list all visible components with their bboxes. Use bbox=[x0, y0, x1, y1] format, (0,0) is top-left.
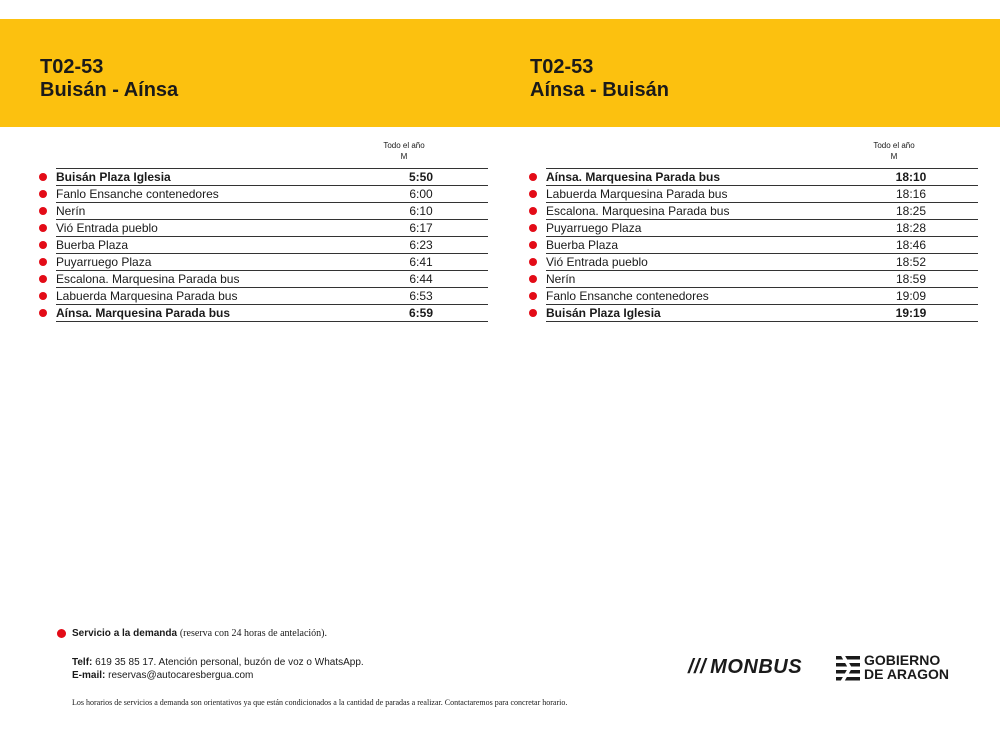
stop-name: Aínsa. Marquesina Parada bus bbox=[56, 306, 231, 320]
route-code: T02-53 bbox=[40, 56, 104, 78]
stop-row bbox=[56, 237, 488, 254]
stop-time: 5:50 bbox=[408, 170, 434, 184]
stop-row bbox=[546, 305, 978, 322]
disclaimer: Los horarios de servicios a demanda son orientativos ya que están condicionados a la cantidad de paradas a realizar. Contactaremos para concretar horario. bbox=[72, 698, 568, 707]
stop-name: Puyarruego Plaza bbox=[546, 221, 642, 235]
service-label: Servicio a la demanda bbox=[72, 628, 178, 639]
stop-name: Puyarruego Plaza bbox=[56, 255, 152, 269]
stop-list bbox=[546, 168, 978, 322]
stop-time: 18:10 bbox=[895, 170, 927, 184]
stop-name: Fanlo Ensanche contenedores bbox=[56, 187, 219, 201]
stop-time: 19:19 bbox=[895, 306, 927, 320]
stop-dot-icon bbox=[39, 258, 47, 266]
stop-time: 6:53 bbox=[409, 289, 433, 303]
stop-dot-icon bbox=[529, 292, 537, 300]
gobierno-line2: DE ARAGON bbox=[864, 666, 950, 682]
aragon-stripes-icon bbox=[836, 654, 862, 682]
stop-time: 6:23 bbox=[409, 238, 433, 252]
stop-dot-icon bbox=[529, 258, 537, 266]
stop-time: 6:00 bbox=[409, 187, 433, 201]
stop-row bbox=[56, 220, 488, 237]
contact-info bbox=[72, 656, 364, 682]
stop-dot-icon bbox=[529, 275, 537, 283]
stop-name: Fanlo Ensanche contenedores bbox=[546, 289, 709, 303]
stop-dot-icon bbox=[529, 207, 537, 215]
stop-dot-icon bbox=[39, 309, 47, 317]
stop-row bbox=[546, 168, 978, 186]
stop-time: 18:46 bbox=[895, 238, 927, 252]
service-note: (reserva con 24 horas de antelación). bbox=[179, 628, 327, 639]
stop-time: 18:28 bbox=[895, 221, 927, 235]
stop-dot-icon bbox=[39, 292, 47, 300]
email-label: E-mail: bbox=[72, 670, 106, 681]
route-name: Aínsa - Buisán bbox=[530, 79, 669, 101]
monbus-bars-icon: /// bbox=[688, 656, 707, 678]
stop-row bbox=[56, 254, 488, 271]
stop-row bbox=[546, 271, 978, 288]
stop-name: Buisán Plaza Iglesia bbox=[546, 306, 661, 320]
route-name: Buisán - Aínsa bbox=[40, 79, 179, 101]
stop-row bbox=[56, 288, 488, 305]
stop-time: 18:59 bbox=[895, 272, 927, 286]
stop-dot-icon bbox=[39, 224, 47, 232]
stop-name: Nerín bbox=[56, 204, 86, 218]
stop-dot-icon bbox=[39, 275, 47, 283]
phone-label: Telf: bbox=[72, 657, 93, 668]
stop-row bbox=[56, 305, 488, 322]
stop-dot-icon bbox=[529, 224, 537, 232]
stop-name: Buerba Plaza bbox=[546, 238, 619, 252]
email-text: reservas@autocaresbergua.com bbox=[108, 670, 254, 681]
stop-time: 19:09 bbox=[895, 289, 927, 303]
stop-row bbox=[56, 186, 488, 203]
route-heading-return bbox=[530, 56, 669, 102]
gobierno-aragon-logo bbox=[836, 653, 966, 685]
stop-name: Buerba Plaza bbox=[56, 238, 129, 252]
stop-dot-icon bbox=[39, 241, 47, 249]
stop-dot-icon bbox=[529, 190, 537, 198]
stop-name: Aínsa. Marquesina Parada bus bbox=[546, 170, 721, 184]
stop-row bbox=[546, 220, 978, 237]
stop-name: Vió Entrada pueblo bbox=[56, 221, 158, 235]
stop-time: 18:52 bbox=[895, 255, 927, 269]
phone-text: 619 35 85 17. Atención personal, buzón de voz o WhatsApp. bbox=[95, 657, 364, 668]
column-header bbox=[369, 140, 439, 162]
stop-time: 18:25 bbox=[895, 204, 927, 218]
stop-dot-icon bbox=[39, 173, 47, 181]
stop-row bbox=[546, 203, 978, 220]
stop-name: Labuerda Marquesina Parada bus bbox=[56, 289, 238, 303]
stop-dot-icon bbox=[529, 241, 537, 249]
stop-list bbox=[56, 168, 488, 322]
stop-time: 6:44 bbox=[409, 272, 433, 286]
stop-row bbox=[546, 288, 978, 305]
stop-time: 6:17 bbox=[409, 221, 433, 235]
stop-name: Escalona. Marquesina Parada bus bbox=[56, 272, 240, 286]
stop-time: 6:41 bbox=[409, 255, 433, 269]
stop-row bbox=[546, 186, 978, 203]
monbus-logo bbox=[688, 656, 802, 679]
stop-dot-icon bbox=[39, 207, 47, 215]
gobierno-text bbox=[864, 653, 949, 681]
stop-dot-icon bbox=[529, 173, 537, 181]
day-label: M bbox=[890, 152, 898, 161]
stop-row bbox=[546, 237, 978, 254]
day-label: M bbox=[400, 152, 408, 161]
season-label: Todo el año bbox=[873, 141, 915, 150]
stop-name: Buisán Plaza Iglesia bbox=[56, 170, 171, 184]
stop-time: 6:10 bbox=[409, 204, 433, 218]
demand-service-line bbox=[72, 628, 327, 639]
stop-dot-icon bbox=[529, 309, 537, 317]
season-label: Todo el año bbox=[383, 141, 425, 150]
demand-service-dot bbox=[57, 629, 66, 638]
stop-time: 18:16 bbox=[895, 187, 927, 201]
stop-time: 6:59 bbox=[408, 306, 434, 320]
stop-row bbox=[56, 271, 488, 288]
stop-name: Nerín bbox=[546, 272, 576, 286]
stop-row bbox=[56, 203, 488, 220]
stop-row bbox=[546, 254, 978, 271]
route-heading-outbound bbox=[40, 56, 178, 102]
route-code: T02-53 bbox=[530, 56, 594, 78]
column-header bbox=[859, 140, 929, 162]
stop-name: Escalona. Marquesina Parada bus bbox=[546, 204, 730, 218]
stop-name: Vió Entrada pueblo bbox=[546, 255, 648, 269]
monbus-text: MONBUS bbox=[710, 656, 803, 678]
stop-row bbox=[56, 168, 488, 186]
gobierno-line1: GOBIERNO bbox=[864, 652, 941, 668]
stop-dot-icon bbox=[39, 190, 47, 198]
stop-name: Labuerda Marquesina Parada bus bbox=[546, 187, 728, 201]
